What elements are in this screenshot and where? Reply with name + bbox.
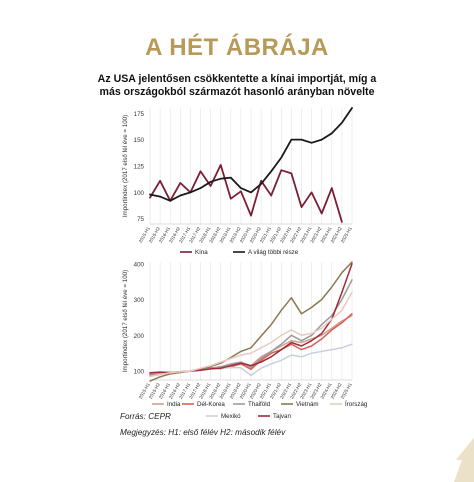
headline-line-2: más országokból származót hasonló arányban növelte: [99, 86, 375, 98]
headline-line-1: Az USA jelentősen csökkentette a kínai importját, míg a: [97, 73, 377, 85]
china-vs-world-chart: [122, 108, 353, 256]
legend-label-mexiko: Mexikó: [221, 413, 241, 420]
x-tick-label: 2023-H1: [299, 226, 313, 244]
legend-label-del-korea: Dél-Korea: [197, 401, 225, 408]
legend-label-irorszag: Írország: [345, 401, 368, 408]
legend-label-india: India: [167, 401, 181, 408]
x-tick-label: 2017-H2: [188, 382, 202, 400]
x-tick-label: 2025-H1: [339, 226, 353, 244]
x-tick-label: 2018-H2: [208, 382, 222, 400]
legend-label-a-vilag-tobbi-resze: A világ többi része: [248, 249, 299, 256]
x-tick-label: 2020-H1: [238, 382, 252, 400]
x-tick-label: 2021-H1: [258, 226, 273, 244]
x-tick-label: 2024-H1: [319, 226, 333, 244]
x-tick-label: 2022-H1: [279, 382, 293, 400]
legend-label-kina: Kína: [195, 249, 208, 256]
legend-label-vietnam: Vietnám: [296, 401, 319, 408]
x-tick-label: 2022-H2: [289, 382, 303, 400]
y-tick-label: 75: [137, 216, 144, 224]
x-tick-label: 2024-H1: [319, 382, 333, 400]
y-axis-title: Importindex (2017 első fél éve = 100): [122, 269, 129, 373]
x-tick-label: 2020-H1: [238, 226, 252, 244]
x-tick-label: 2021-H2: [269, 226, 283, 244]
x-tick-label: 2015-H2: [147, 382, 161, 400]
legend-label-tajvan: Tajvan: [273, 413, 291, 420]
x-tick-label: 2021-H1: [258, 382, 273, 400]
y-tick-label: 150: [133, 137, 144, 145]
y-tick-label: 300: [133, 297, 144, 305]
series-line-kina: [150, 165, 342, 222]
x-tick-label: 2025-H1: [339, 382, 353, 400]
y-tick-label: 125: [133, 163, 144, 171]
y-tick-label: 400: [133, 261, 144, 269]
x-tick-label: 2021-H2: [269, 382, 283, 400]
x-tick-label: 2023-H2: [309, 382, 323, 400]
x-tick-label: 2018-H1: [198, 382, 212, 400]
legend-label-thaifold: Thaiföld: [248, 401, 271, 408]
x-tick-label: 2019-H1: [218, 382, 232, 400]
x-tick-label: 2017-H1: [178, 226, 192, 244]
x-tick-label: 2017-H1: [178, 382, 192, 400]
x-tick-label: 2018-H1: [198, 226, 212, 244]
x-tick-label: 2023-H2: [309, 226, 323, 244]
x-tick-label: 2017-H2: [188, 226, 202, 244]
x-tick-label: 2016-H2: [168, 382, 182, 400]
x-tick-label: 2015-H1: [137, 226, 151, 244]
x-tick-label: 2020-H2: [248, 382, 262, 400]
footnote: Megjegyzés: H1: első félév H2: második félév: [120, 428, 286, 437]
x-tick-label: 2024-H2: [329, 226, 343, 244]
x-tick-label: 2019-H2: [228, 382, 242, 400]
y-tick-label: 175: [133, 110, 144, 118]
x-tick-label: 2016-H1: [157, 382, 172, 400]
x-tick-label: 2019-H1: [218, 226, 232, 244]
x-tick-label: 2022-H1: [279, 226, 293, 244]
y-tick-label: 100: [133, 189, 144, 197]
x-tick-label: 2018-H2: [208, 226, 222, 244]
y-tick-label: 200: [133, 332, 144, 340]
y-axis-title: Importindex (2017 első fél éve = 100): [122, 114, 129, 218]
x-tick-label: 2019-H2: [228, 226, 242, 244]
x-tick-label: 2022-H2: [289, 226, 303, 244]
other-countries-chart: [122, 261, 368, 420]
y-tick-label: 100: [133, 368, 144, 376]
x-tick-label: 2016-H2: [168, 226, 182, 244]
source-note: Forrás: CEPR: [120, 412, 171, 421]
x-tick-label: 2020-H2: [248, 226, 262, 244]
x-tick-label: 2016-H1: [157, 226, 172, 244]
x-tick-label: 2024-H2: [329, 382, 343, 400]
banner-title: A HÉT ÁBRÁJA: [145, 34, 329, 61]
x-tick-label: 2015-H1: [137, 382, 151, 400]
x-tick-label: 2023-H1: [299, 382, 313, 400]
x-tick-label: 2015-H2: [147, 226, 161, 244]
brand-corner-mark: [450, 430, 474, 482]
